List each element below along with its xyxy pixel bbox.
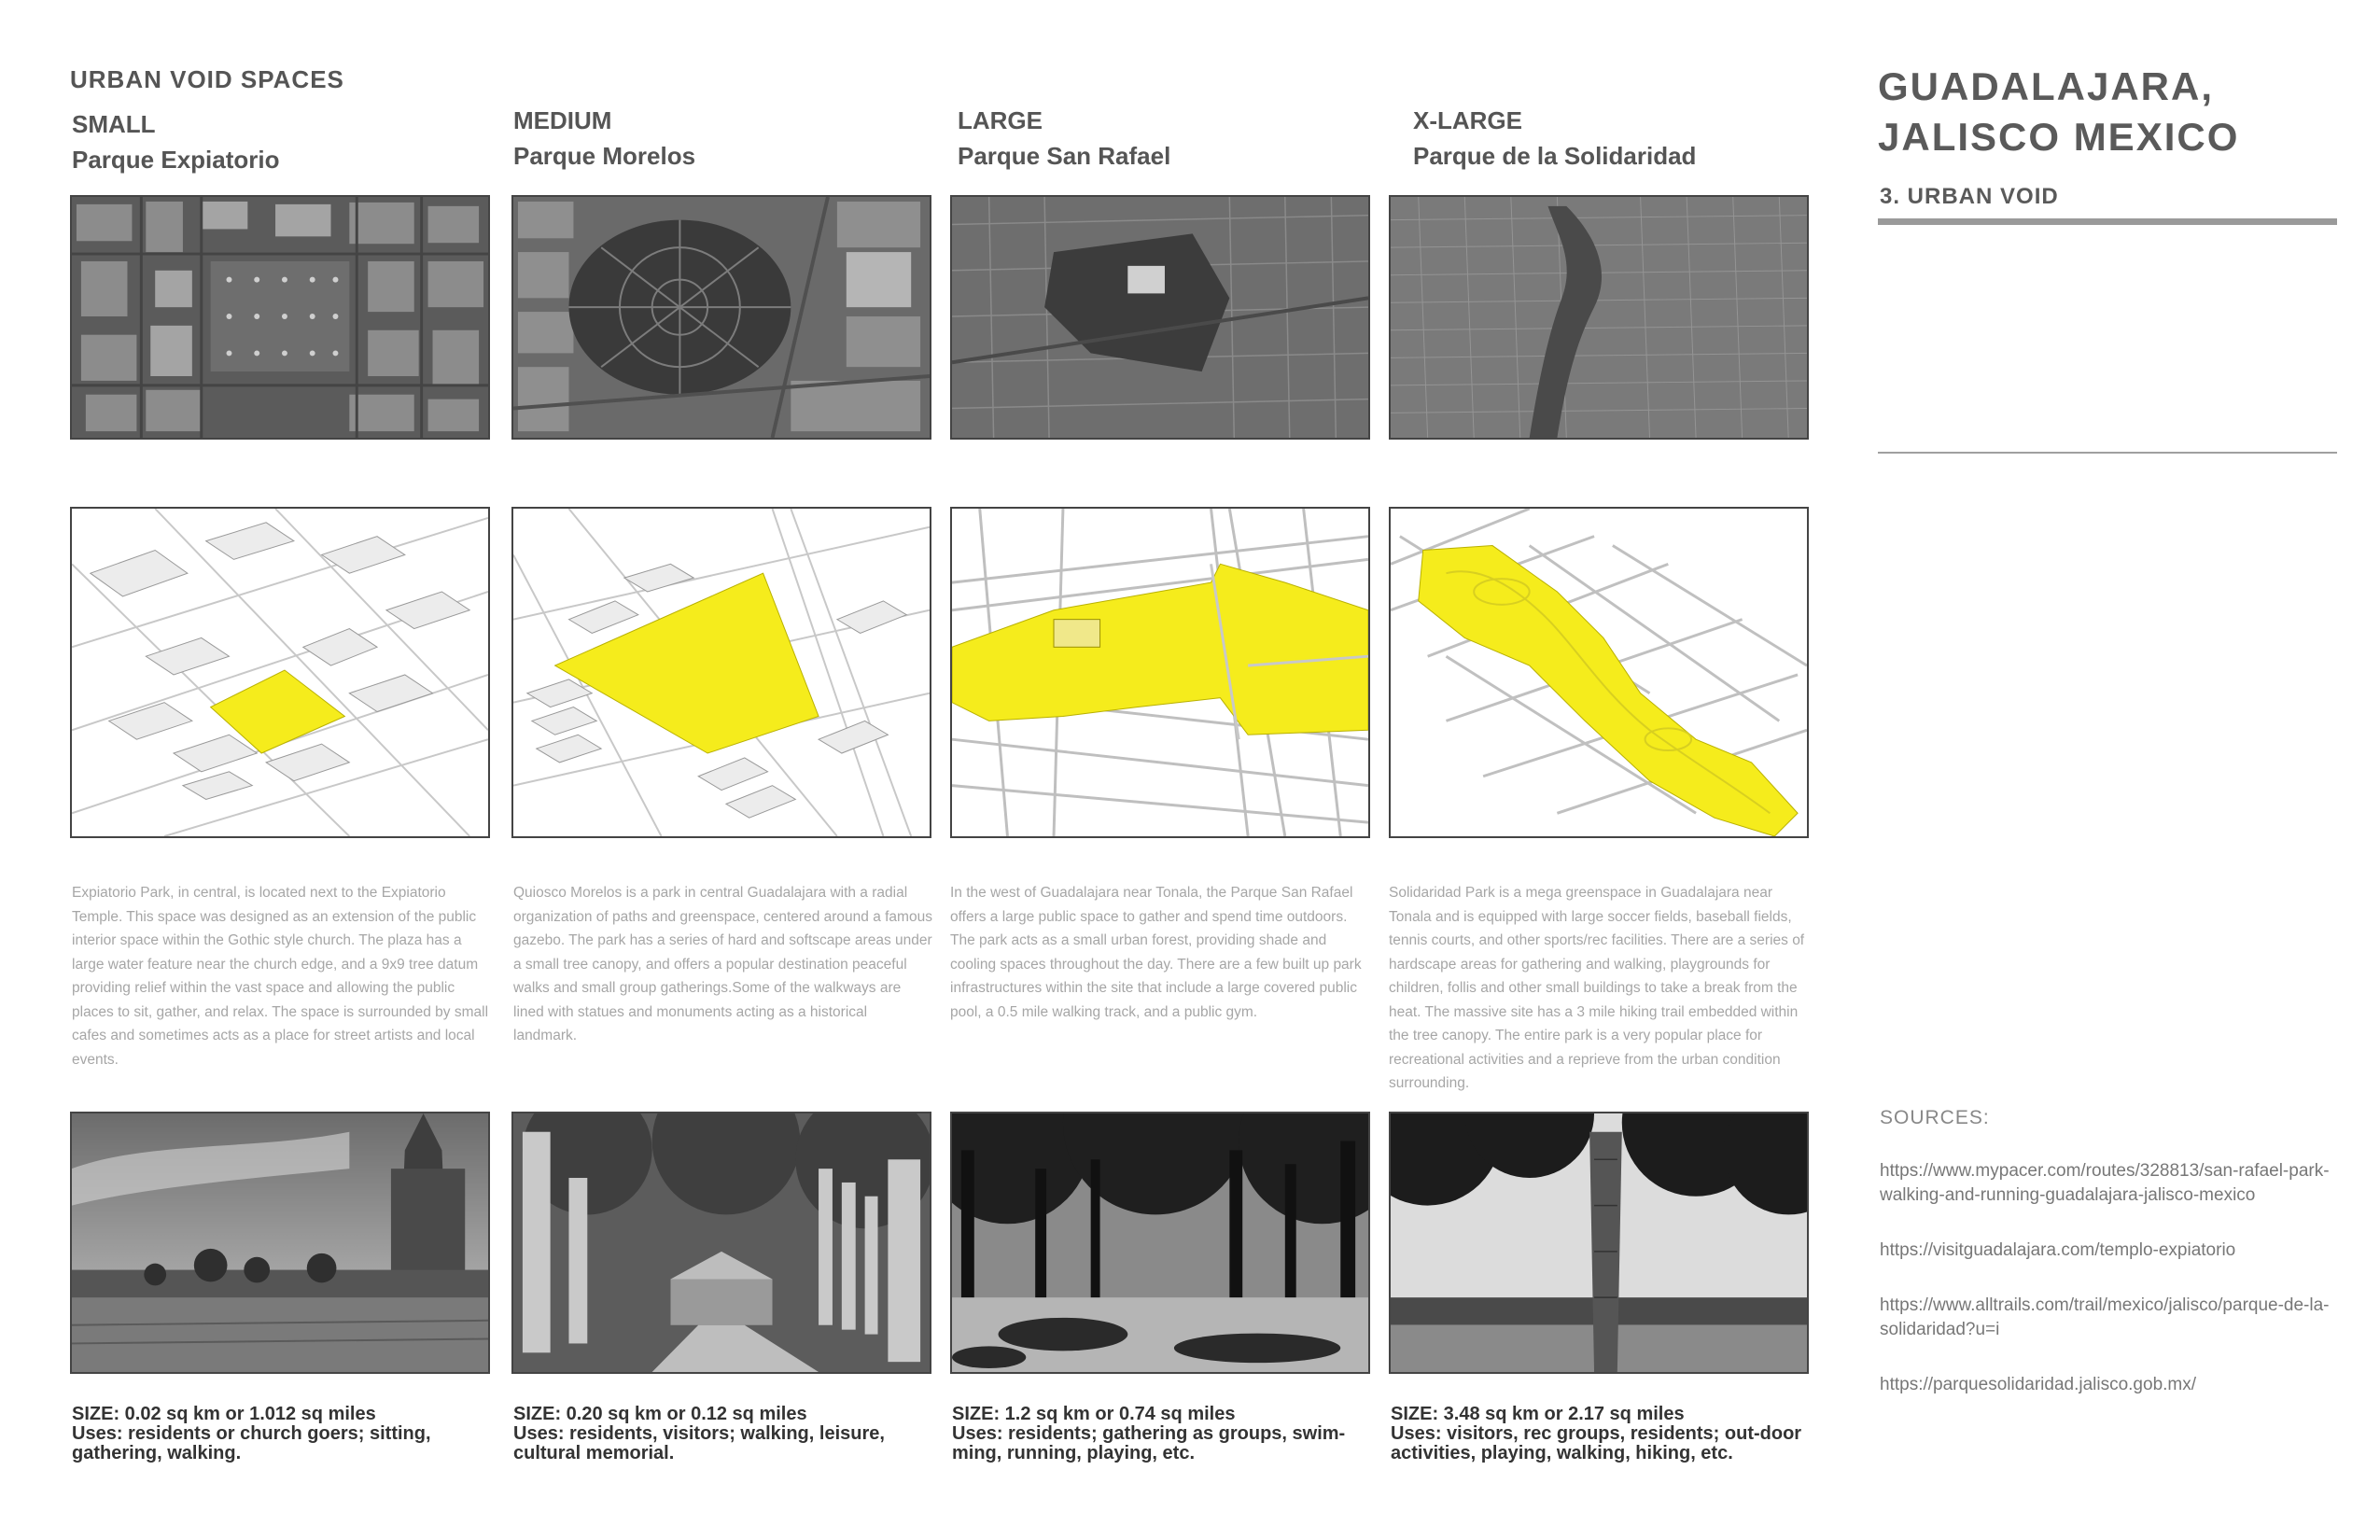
site-photo <box>950 1112 1370 1374</box>
page-heading: URBAN VOID SPACES <box>70 65 344 93</box>
uses-stat: Uses: visitors, rec groups, residents; out-door activities, playing, walking, hiking, etc. <box>1391 1423 1802 1463</box>
size-stat: SIZE: 3.48 sq km or 2.17 sq miles <box>1391 1404 1685 1424</box>
divider-thin <box>1878 452 2337 454</box>
sources-heading: SOURCES: <box>1880 1107 1990 1128</box>
park-name: Parque Morelos <box>513 142 696 170</box>
site-photo <box>511 1112 931 1374</box>
site-photo <box>70 1112 490 1374</box>
uses-stat: Uses: residents; gathering as groups, swim-ming, running, playing, etc. <box>952 1423 1346 1463</box>
sources-list <box>1880 1159 2337 1428</box>
park-description: Expiatorio Park, in central, is located next to the Expiatorio Temple. This space was designed as an extension of the public interior space within the Gothic style church. The plaza has a large water feature near the church edge, and a 9x9 tree datum providing relief within the vast space and allowing the public places to sit, gather, and relax. The space is surrounded by small cafes and sometimes acts as a place for street artists and local events. <box>72 885 489 1068</box>
park-description: Quiosco Morelos is a park in central Guadalajara with a radial organization of paths and greenspace, centered around a famous gazebo. The park has a series of hard and softscape areas under a small tree canopy, and offers a popular destination peaceful walks and small group gatherings.Some of the walkways are lined with statues and monuments acting as a historical landmark. <box>513 885 932 1043</box>
site-photo <box>1389 1112 1809 1374</box>
city-title <box>1878 62 2326 162</box>
size-and-uses <box>952 1405 1381 1463</box>
park-description: Solidaridad Park is a mega greenspace in Guadalajara near Tonala and is equipped with large soccer fields, baseball fields, tennis courts, and other sports/rec facilities. There are a series of hardscape areas for gathering and walking, playgrounds for children, follis and other small buildings to take a break from the heat. The massive site has a 3 mile hiking trail embedded within the tree canopy. The entire park is a very popular place for recreational activities and a reprieve from the urban condition surrounding. <box>1389 885 1805 1091</box>
size-stat: SIZE: 0.20 sq km or 0.12 sq miles <box>513 1404 807 1424</box>
aerial-photo <box>1389 195 1809 440</box>
park-name: Parque San Rafael <box>958 142 1171 170</box>
source-link: https://parquesolidaridad.jalisco.gob.mx/ <box>1880 1375 2197 1394</box>
aerial-photo <box>511 195 931 440</box>
size-stat: SIZE: 0.02 sq km or 1.012 sq miles <box>72 1404 376 1424</box>
aerial-photo <box>70 195 490 440</box>
divider-thick <box>1878 218 2337 225</box>
source-link: https://visitguadalajara.com/templo-expiatorio <box>1880 1240 2236 1260</box>
axonometric-diagram <box>1389 507 1809 838</box>
size-label: X-LARGE <box>1413 106 1522 134</box>
size-and-uses <box>1391 1405 1820 1463</box>
axonometric-diagram <box>70 507 490 838</box>
city-title-line1: GUADALAJARA, <box>1878 64 2214 108</box>
size-stat: SIZE: 1.2 sq km or 0.74 sq miles <box>952 1404 1236 1424</box>
park-name: Parque Expiatorio <box>72 146 280 174</box>
park-name: Parque de la Solidaridad <box>1413 142 1697 170</box>
city-title-line2: JALISCO MEXICO <box>1878 115 2240 159</box>
source-link: https://www.mypacer.com/routes/328813/san-rafael-park-walking-and-running-guadalajara-jalisco-mexico <box>1880 1161 2330 1205</box>
size-and-uses <box>513 1405 943 1463</box>
size-label: LARGE <box>958 106 1043 134</box>
park-description: In the west of Guadalajara near Tonala, the Parque San Rafael offers a large public space to gather and spend time outdoors. The park acts as a small urban forest, providing shade and cooling spaces throughout the day. There are a few built up park infrastructures within the site that include a large covered public pool, a 0.5 mile walking track, and a public gym. <box>950 885 1362 1020</box>
axonometric-diagram <box>511 507 931 838</box>
size-label: MEDIUM <box>513 106 612 134</box>
axonometric-diagram <box>950 507 1370 838</box>
uses-stat: Uses: residents or church goers; sitting, gathering, walking. <box>72 1423 431 1463</box>
aerial-photo <box>950 195 1370 440</box>
source-link: https://www.alltrails.com/trail/mexico/jalisco/parque-de-la-solidaridad?u=i <box>1880 1295 2330 1339</box>
size-and-uses <box>72 1405 501 1463</box>
size-label: SMALL <box>72 110 156 138</box>
section-subtitle: 3. URBAN VOID <box>1880 184 2059 209</box>
uses-stat: Uses: residents, visitors; walking, leisure, cultural memorial. <box>513 1423 885 1463</box>
